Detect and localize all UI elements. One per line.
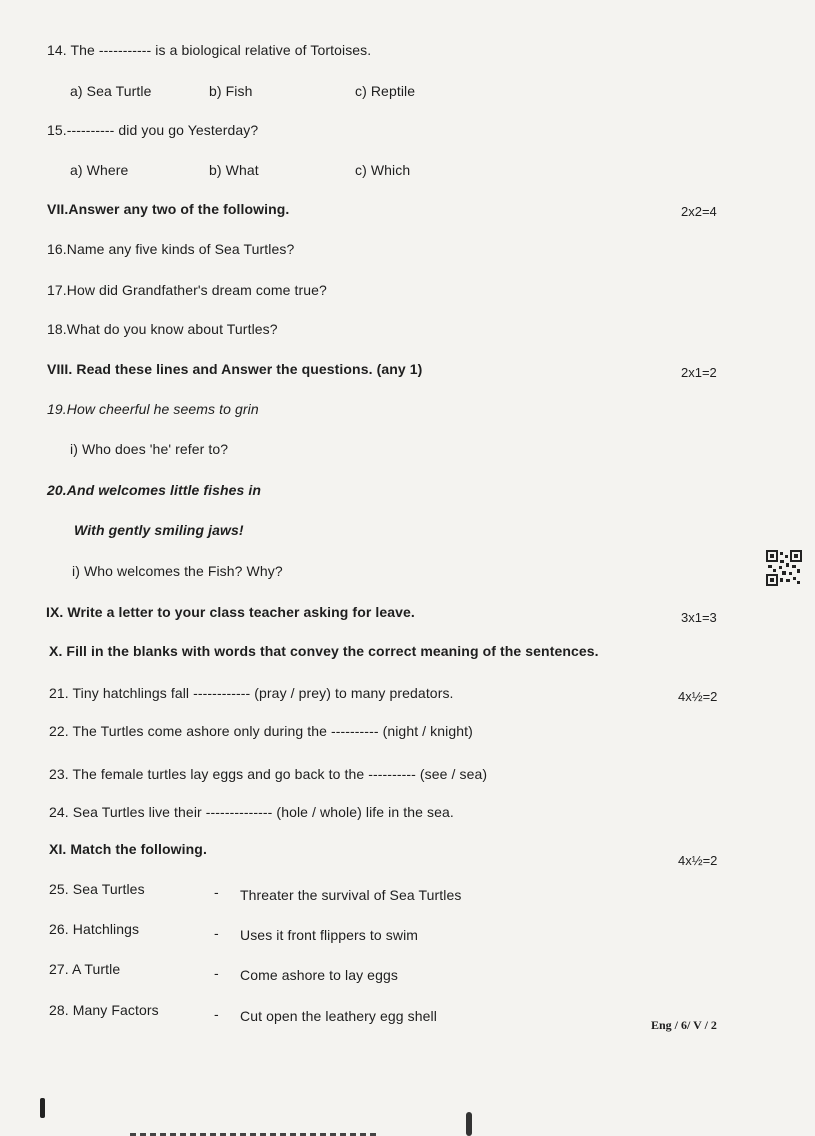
- section-ix-marks: 3x1=3: [681, 610, 717, 625]
- match-item-28-right: Cut open the leathery egg shell: [240, 1008, 437, 1024]
- question-20-line-2: With gently smiling jaws!: [74, 522, 244, 538]
- q15-option-a: a) Where: [70, 162, 129, 178]
- match-item-26-right: Uses it front flippers to swim: [240, 927, 419, 943]
- page-smudge: [466, 1112, 472, 1136]
- question-15: 15.---------- did you go Yesterday?: [47, 122, 259, 138]
- qr-code-icon: [766, 550, 802, 586]
- section-vii-marks: 2x2=4: [681, 204, 717, 219]
- match-item-26-left: 26. Hatchlings: [49, 921, 140, 937]
- question-14: 14. The ----------- is a biological relative of Tortoises.: [47, 42, 372, 58]
- q15-option-c: c) Which: [355, 162, 411, 178]
- question-16: 16.Name any five kinds of Sea Turtles?: [47, 241, 295, 257]
- match-item-25-dash: -: [214, 884, 219, 900]
- section-vii-heading: VII.Answer any two of the following.: [47, 201, 290, 217]
- q14-option-c: c) Reptile: [355, 83, 416, 99]
- question-24: 24. Sea Turtles live their -------------- (hole / whole) life in the sea.: [49, 804, 454, 820]
- paper-code: Eng / 6/ V / 2: [651, 1018, 717, 1032]
- section-xi-heading: XI. Match the following.: [49, 841, 207, 857]
- question-18: 18.What do you know about Turtles?: [47, 321, 278, 337]
- question-19: 19.How cheerful he seems to grin: [47, 401, 259, 417]
- q19-subquestion: i) Who does 'he' refer to?: [70, 441, 229, 457]
- section-x-heading: X. Fill in the blanks with words that convey the correct meaning of the sentences.: [49, 643, 599, 659]
- question-21: 21. Tiny hatchlings fall ------------ (pray / prey) to many predators.: [49, 685, 454, 701]
- match-item-27-left: 27. A Turtle: [49, 961, 121, 977]
- question-22: 22. The Turtles come ashore only during the ---------- (night / knight): [49, 723, 473, 739]
- match-item-25-right: Threater the survival of Sea Turtles: [240, 887, 462, 903]
- match-item-28-dash: -: [214, 1006, 219, 1022]
- page-mark: [40, 1098, 45, 1118]
- section-xi-marks: 4x½=2: [678, 853, 718, 868]
- q14-option-b: b) Fish: [209, 83, 253, 99]
- section-ix-heading: IX. Write a letter to your class teacher asking for leave.: [46, 604, 415, 620]
- q20-subquestion: i) Who welcomes the Fish? Why?: [72, 563, 283, 579]
- match-item-27-dash: -: [214, 965, 219, 981]
- section-viii-marks: 2x1=2: [681, 365, 717, 380]
- q14-option-a: a) Sea Turtle: [70, 83, 152, 99]
- section-viii-heading: VIII. Read these lines and Answer the questions. (any 1): [47, 361, 423, 377]
- match-item-27-right: Come ashore to lay eggs: [240, 967, 398, 983]
- match-item-26-dash: -: [214, 925, 219, 941]
- question-17: 17.How did Grandfather's dream come true?: [47, 282, 327, 298]
- question-23: 23. The female turtles lay eggs and go back to the ---------- (see / sea): [49, 766, 488, 782]
- match-item-25-left: 25. Sea Turtles: [49, 881, 145, 897]
- match-item-28-left: 28. Many Factors: [49, 1002, 159, 1018]
- q15-option-b: b) What: [209, 162, 259, 178]
- section-x-marks: 4x½=2: [678, 689, 718, 704]
- question-20-line-1: 20.And welcomes little fishes in: [47, 482, 262, 498]
